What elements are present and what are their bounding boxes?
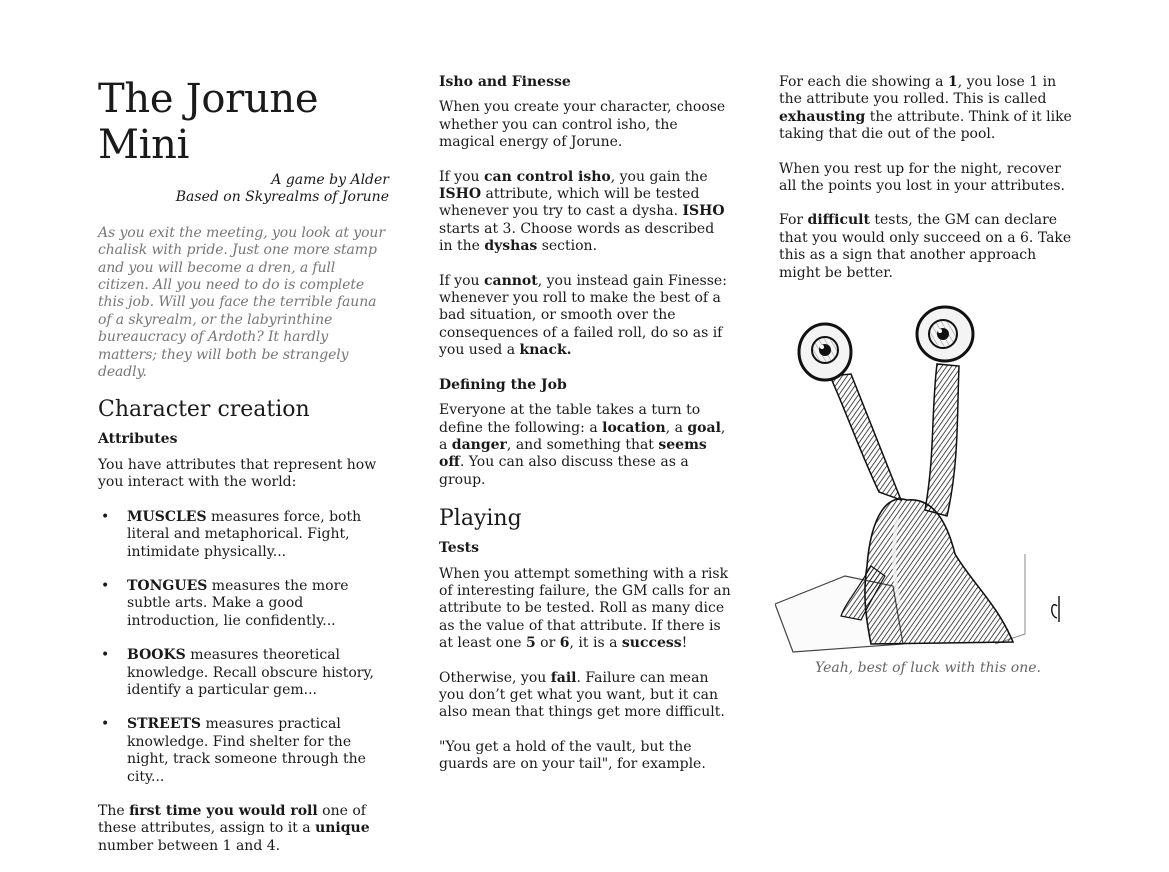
creature-drawing (775, 304, 1081, 654)
text-run: , and something that (506, 436, 659, 453)
text-run: ! (681, 635, 688, 652)
byline-block (98, 172, 389, 207)
column-1 (98, 74, 389, 872)
text-run: , you lose 1 in the attribute you rolled. This is called (779, 74, 1057, 108)
bold-run: seems off (439, 436, 707, 471)
text-run: tests, the GM can declare that you would only succeed on a 6. Take this as a sign that another approach might be better. (779, 212, 1072, 281)
text-run: If you (439, 272, 484, 289)
tests-paragraph-2 (439, 670, 732, 722)
bold-run: 1 (947, 74, 958, 90)
job-paragraph (439, 402, 732, 489)
list-item (98, 509, 389, 561)
text-run: Otherwise, you (439, 669, 551, 686)
text-run: , you gain the (610, 168, 708, 185)
defining-job-heading: Defining the Job (439, 376, 567, 393)
attribute-name: MUSCLES (127, 508, 207, 525)
text-run: Everyone at the table takes a turn to define the following: a (439, 402, 701, 436)
attributes-heading: Attributes (98, 431, 178, 448)
text-run: section. (537, 238, 598, 255)
text-run: one of these attributes, assign to it a (98, 802, 366, 837)
bold-run: goal (687, 419, 721, 436)
exhaust-paragraph (779, 74, 1079, 144)
text-run: , a (439, 419, 726, 453)
bold-run: location (602, 419, 666, 436)
bold-run: 5 (525, 635, 536, 652)
text-run: The (98, 802, 130, 819)
attribute-name: TONGUES (127, 577, 208, 594)
bold-run: difficult (807, 212, 870, 229)
attribute-desc: measures theoretical knowledge. Recall obscure history, identify a particular gem... (127, 647, 374, 698)
column-3 (779, 74, 1079, 677)
attributes-intro: You have attributes that represent how you interact with the world: (98, 456, 377, 491)
playing-heading: Playing (439, 506, 522, 532)
intro-paragraph: As you exit the meeting, you look at your chalisk with pride. Just one more stamp and you will become a dren, a full citizen. All you need to do is complete this job. Will you face the terrible fauna of a skyrealm, or the labyrinthine bureaucracy of Ardoth? It hardly matters; they will both be strangely deadly. (98, 224, 385, 381)
author-line: A game by Alder (271, 172, 389, 188)
list-item (98, 578, 389, 630)
list-item (98, 647, 389, 699)
bold-run: fail (550, 669, 577, 686)
bold-run: knack. (519, 342, 572, 359)
isho-paragraph-2 (439, 169, 732, 256)
text-run: , you instead gain Finesse: whenever you roll to make the best of a bad situation, or smooth over the consequences of a failed roll, do so as if you used a (439, 272, 727, 359)
illustration-caption: Yeah, best of luck with this one. (815, 660, 1041, 677)
bold-run: ISHO (682, 203, 725, 220)
isho-heading: Isho and Finesse (439, 74, 571, 90)
text-run: . You can also discuss these as a group. (439, 454, 689, 488)
isho-paragraph-3 (439, 273, 732, 360)
text-run: , a (665, 419, 688, 436)
difficult-paragraph (779, 212, 1079, 282)
text-run: For (779, 212, 808, 229)
bold-run: unique (315, 820, 370, 837)
text-run: the attribute. Think of it like taking that die out of the pool. (779, 108, 1072, 143)
text-run: starts at 3. Choose words as described in the (439, 220, 715, 255)
first-roll-paragraph (98, 803, 389, 855)
bold-run: dyshas (484, 238, 538, 255)
column-2 (439, 74, 732, 791)
text-run: attribute, which will be tested whenever you try to cast a dysha. (439, 186, 700, 220)
text-run: or (535, 635, 560, 652)
attribute-desc: measures the more subtle arts. Make a good introduction, lie confidently... (127, 577, 349, 629)
bold-run: ISHO (439, 186, 482, 203)
page-title: The Jorune Mini (98, 76, 319, 168)
text-run: number between 1 and 4. (98, 837, 281, 854)
list-item (98, 716, 389, 786)
bold-run: success (621, 635, 682, 652)
attribute-desc: measures practical knowledge. Find shelter for the night, track someone through the city... (127, 716, 366, 785)
attribute-name: STREETS (127, 716, 202, 733)
creature-illustration (775, 304, 1081, 677)
based-on-line: Based on Skyrealms of Jorune (175, 189, 389, 206)
rest-paragraph: When you rest up for the night, recover all the points you lost in your attributes. (779, 160, 1065, 195)
tests-paragraph-3: "You get a hold of the vault, but the guards are on your tail", for example. (439, 738, 706, 773)
bold-run: exhausting (779, 108, 866, 125)
attribute-name: BOOKS (127, 647, 186, 664)
text-run: When you attempt something with a risk of interesting failure, the GM calls for an attribute to be tested. Roll as many dice as the value of that attribute. If there is at least one (439, 565, 731, 652)
bold-run: cannot (483, 272, 538, 289)
attributes-list (98, 509, 389, 786)
attribute-desc: measures force, both literal and metaphorical. Fight, intimidate physically... (127, 508, 362, 560)
tests-paragraph-1 (439, 566, 732, 653)
text-run: For each die showing a (779, 74, 948, 90)
bold-run: can control isho (483, 168, 611, 185)
character-creation-heading: Character creation (98, 397, 310, 423)
text-run: . Failure can mean you don’t get what you want, but it can also mean that things get more difficult. (439, 669, 725, 721)
bold-run: first time you would roll (129, 802, 318, 819)
isho-paragraph-1: When you create your character, choose whether you can control isho, the magical energy of Jorune. (439, 99, 726, 151)
text-run: , it is a (569, 635, 622, 652)
bold-run: 6 (559, 635, 570, 652)
text-run: If you (439, 168, 484, 185)
tests-heading: Tests (439, 540, 479, 557)
bold-run: danger (451, 436, 507, 453)
